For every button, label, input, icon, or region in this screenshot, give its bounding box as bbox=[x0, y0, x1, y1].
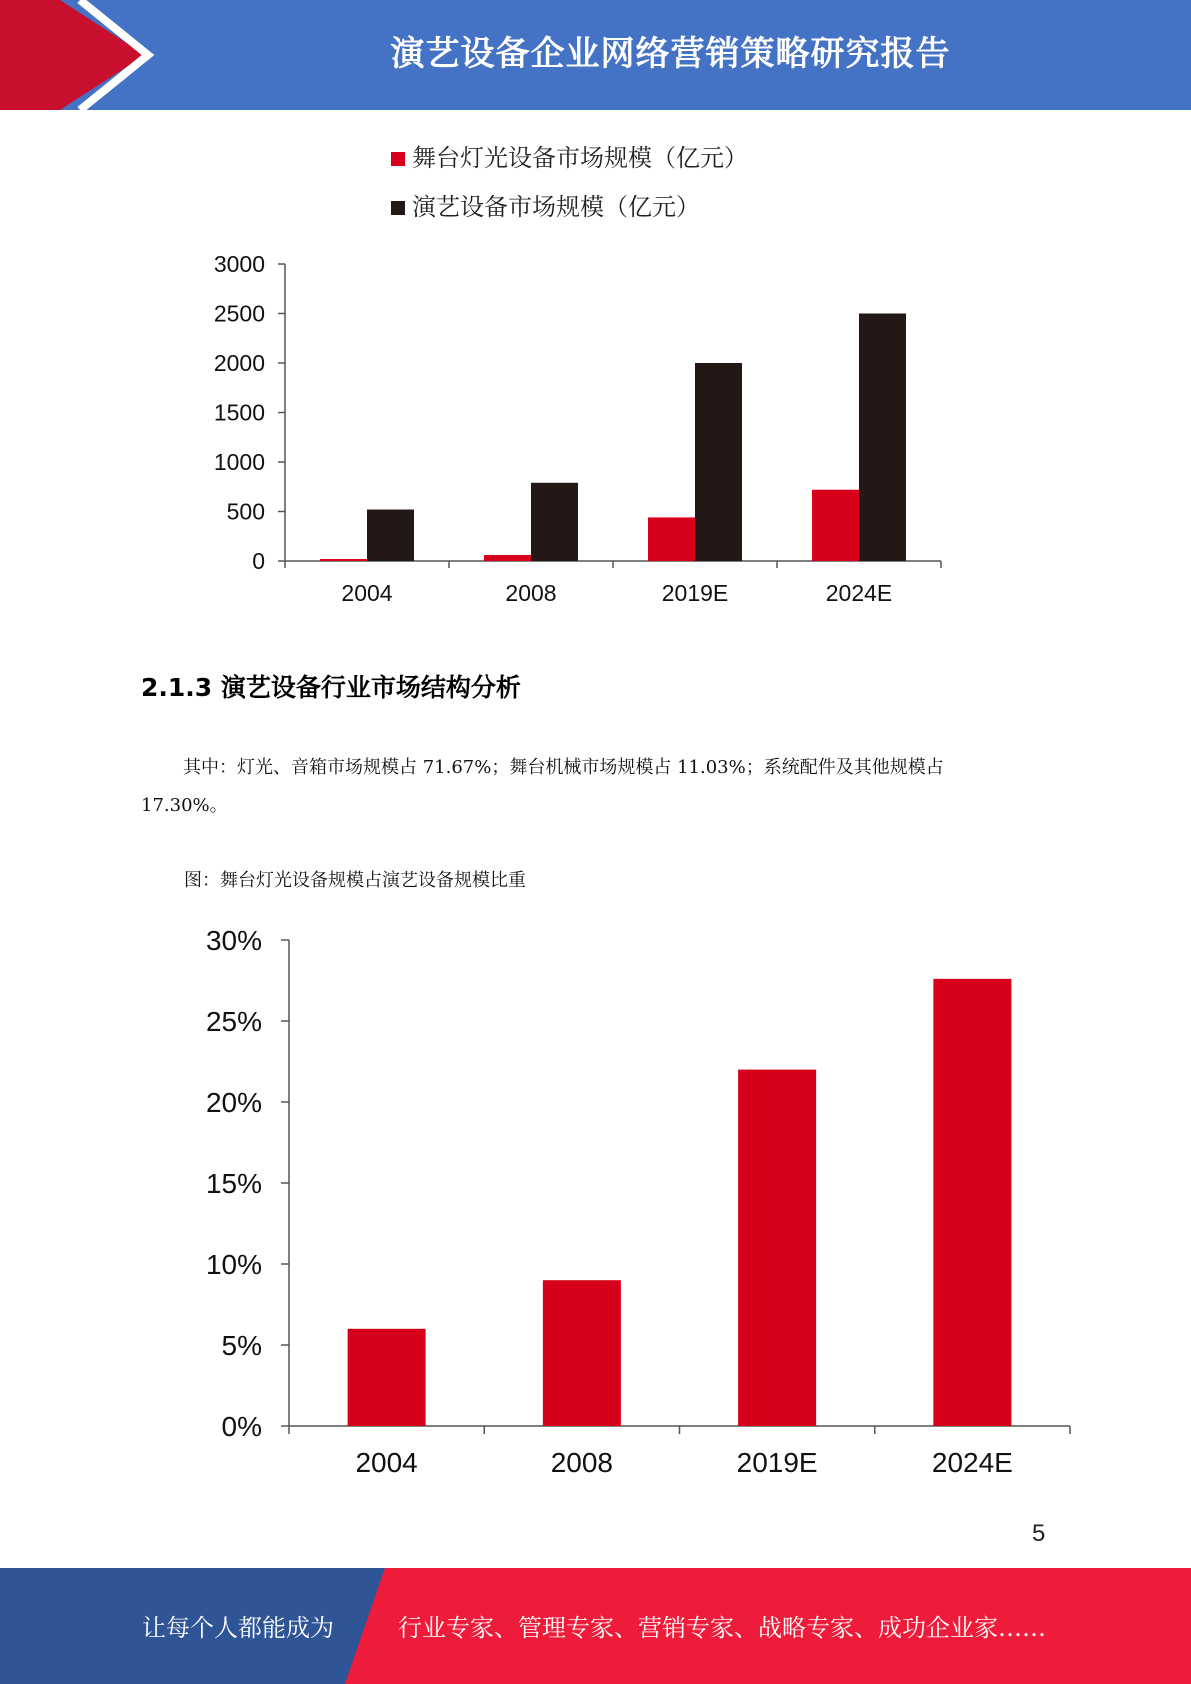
figure-caption: 图：舞台灯光设备规模占演艺设备规模比重 bbox=[184, 870, 526, 891]
chart2-bar bbox=[348, 1329, 426, 1426]
chart2-x-tick-label: 2004 bbox=[355, 1447, 418, 1478]
chart2-y-tick-label: 30% bbox=[205, 925, 262, 956]
section-heading: 2.1.3 演艺设备行业市场结构分析 bbox=[141, 673, 521, 702]
legend-label-lighting: 舞台灯光设备市场规模（亿元） bbox=[412, 145, 748, 172]
legend-swatch-lighting bbox=[391, 152, 405, 166]
paragraph-line-2: 17.30%。 bbox=[141, 795, 228, 816]
share-ratio-chart bbox=[0, 910, 1191, 1490]
chart2-y-tick-label: 0% bbox=[221, 1411, 262, 1442]
chart1-x-tick-label: 2004 bbox=[341, 580, 393, 606]
paragraph bbox=[141, 749, 1041, 825]
chart1-y-tick-label: 2000 bbox=[213, 350, 265, 376]
chart1-y-tick-label: 0 bbox=[252, 548, 265, 574]
paragraph-line-1: 其中：灯光、音箱市场规模占 71.67%；舞台机械市场规模占 11.03%；系统配件及其他规模占 bbox=[183, 757, 944, 778]
chart1-y-tick-label: 1500 bbox=[213, 399, 265, 426]
chart2-y-tick-label: 10% bbox=[205, 1249, 262, 1280]
chart2-bar bbox=[933, 979, 1011, 1426]
chart2-bar bbox=[738, 1070, 816, 1426]
chart2-y-tick-label: 5% bbox=[221, 1330, 262, 1361]
chart1-y-tick-label: 2500 bbox=[213, 300, 265, 327]
page-number: 5 bbox=[1032, 1520, 1046, 1547]
chart1-y-tick-label: 500 bbox=[226, 498, 265, 525]
chart1-y-tick-label: 3000 bbox=[213, 251, 265, 277]
share-ratio-chart-svg bbox=[0, 910, 1191, 1490]
chart1-bar-equipment bbox=[695, 363, 742, 561]
chart1-bar-lighting bbox=[320, 559, 367, 561]
chart1-bar-lighting bbox=[648, 517, 695, 561]
market-size-chart-svg bbox=[0, 120, 1191, 630]
chart1-x-tick-label: 2019E bbox=[661, 580, 729, 606]
chart1-bar-equipment bbox=[367, 510, 414, 561]
chart2-x-tick-label: 2024E bbox=[931, 1447, 1013, 1478]
chart1-legend bbox=[391, 145, 748, 221]
footer-slogan-right: 行业专家、管理专家、营销专家、战略专家、成功企业家…… bbox=[398, 1614, 1046, 1642]
chart2-y-tick-label: 25% bbox=[205, 1006, 262, 1037]
footer-slogan-left: 让每个人都能成为 bbox=[142, 1614, 334, 1642]
chart1-x-tick-label: 2024E bbox=[825, 580, 893, 606]
chart1-bar-lighting bbox=[812, 490, 859, 561]
market-size-chart bbox=[0, 120, 1191, 630]
chart1-bar-lighting bbox=[484, 555, 531, 561]
chart1-y-tick-label: 1000 bbox=[213, 449, 265, 475]
chart2-bar bbox=[543, 1280, 621, 1426]
report-title: 演艺设备企业网络营销策略研究报告 bbox=[390, 34, 951, 74]
chart1-bar-equipment bbox=[531, 483, 578, 561]
chart2-x-tick-label: 2008 bbox=[550, 1447, 614, 1478]
chart2-x-tick-label: 2019E bbox=[736, 1447, 818, 1478]
chart2-y-tick-label: 15% bbox=[205, 1168, 262, 1199]
legend-swatch-equipment bbox=[391, 201, 405, 215]
footer-banner bbox=[0, 1568, 1191, 1684]
chart1-x-tick-label: 2008 bbox=[505, 580, 557, 606]
chart1-bar-equipment bbox=[859, 314, 906, 562]
header-banner bbox=[0, 0, 1191, 110]
chart2-y-tick-label: 20% bbox=[205, 1087, 262, 1118]
legend-label-equipment: 演艺设备市场规模（亿元） bbox=[412, 194, 700, 221]
